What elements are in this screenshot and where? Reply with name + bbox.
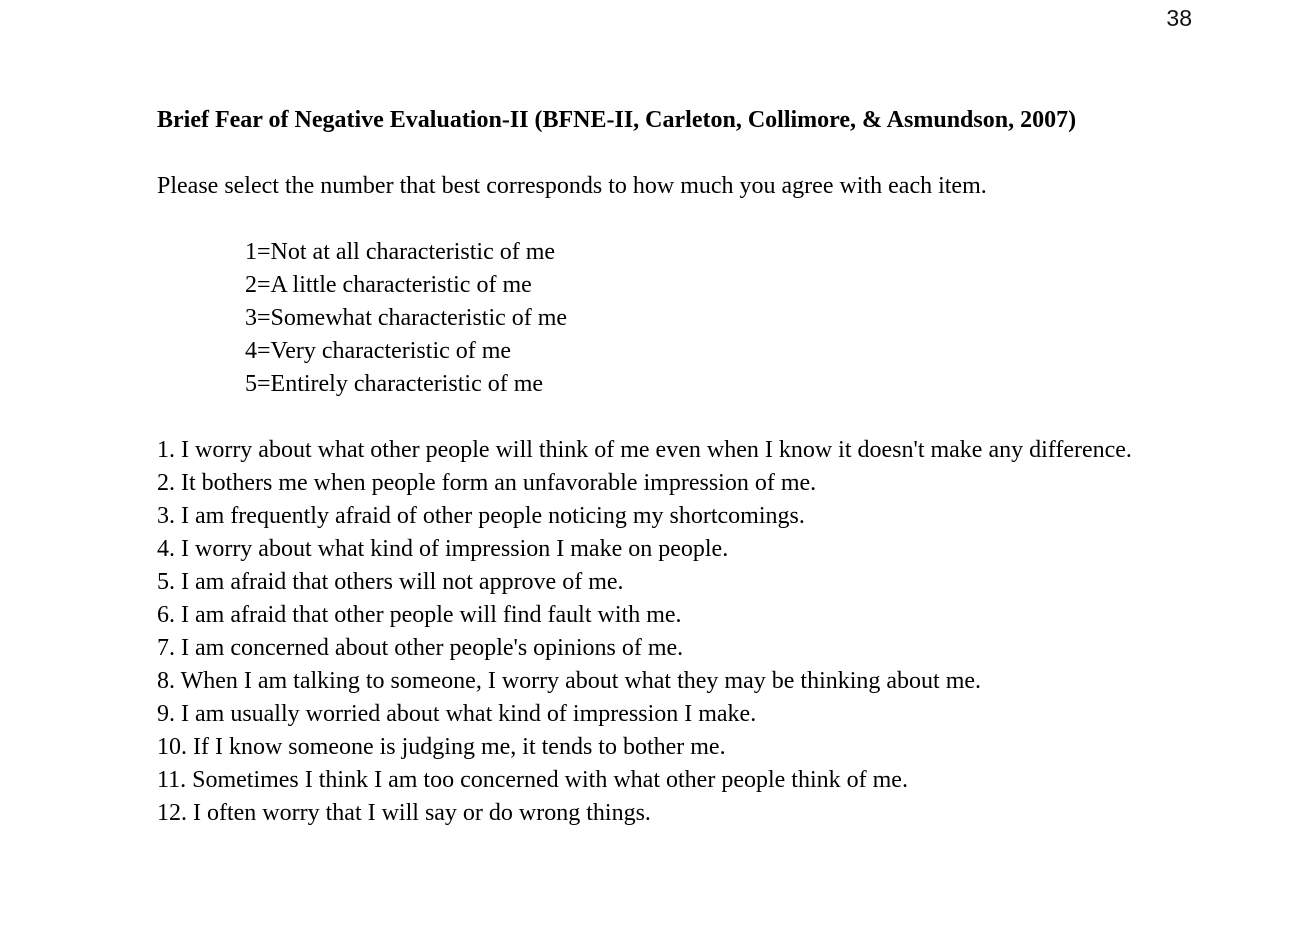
page-number: 38 (1166, 5, 1192, 31)
scale-legend (157, 236, 1189, 401)
scale-option-2: 2=A little characteristic of me (245, 272, 532, 298)
page-content (157, 104, 1189, 830)
item-5: 5. I am afraid that others will not approve of me. (157, 569, 624, 595)
item-12: 12. I often worry that I will say or do wrong things. (157, 800, 651, 826)
questionnaire-title: Brief Fear of Negative Evaluation-II (BFNE-II, Carleton, Collimore, & Asmundson, 2007) (157, 107, 1077, 133)
scale-option-5: 5=Entirely characteristic of me (245, 371, 544, 397)
item-8: 8. When I am talking to someone, I worry about what they may be thinking about me. (157, 668, 982, 694)
item-2: 2. It bothers me when people form an unfavorable impression of me. (157, 470, 817, 496)
item-9: 9. I am usually worried about what kind of impression I make. (157, 701, 757, 727)
item-10: 10. If I know someone is judging me, it tends to bother me. (157, 734, 726, 760)
item-11: 11. Sometimes I think I am too concerned with what other people think of me. (157, 767, 908, 793)
scale-option-1: 1=Not at all characteristic of me (245, 239, 556, 265)
scale-option-3: 3=Somewhat characteristic of me (245, 305, 568, 331)
questionnaire-items (157, 434, 1189, 830)
scale-option-4: 4=Very characteristic of me (245, 338, 512, 364)
item-3: 3. I am frequently afraid of other people noticing my shortcomings. (157, 503, 805, 529)
item-7: 7. I am concerned about other people's opinions of me. (157, 635, 684, 661)
item-6: 6. I am afraid that other people will find fault with me. (157, 602, 682, 628)
item-1: 1. I worry about what other people will think of me even when I know it doesn't make any difference. (157, 437, 1132, 463)
instruction-text: Please select the number that best corresponds to how much you agree with each item. (157, 173, 987, 199)
item-4: 4. I worry about what kind of impression I make on people. (157, 536, 729, 562)
